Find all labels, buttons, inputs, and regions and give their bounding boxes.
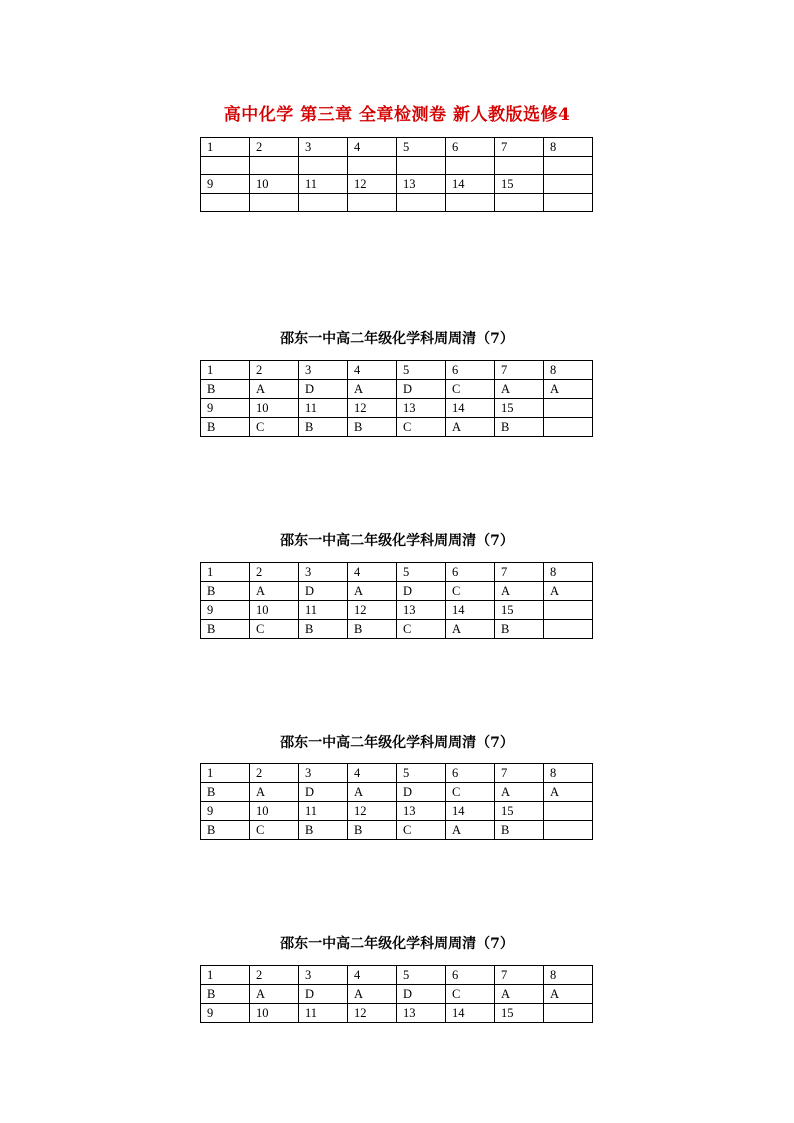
answer-cell [495,194,544,212]
question-number-cell: 6 [446,764,495,783]
question-number-cell: 6 [446,138,495,157]
question-number-cell: 12 [348,1004,397,1023]
question-number-cell: 5 [397,966,446,985]
question-number-cell [544,601,593,620]
answer-cell: B [201,821,250,840]
answer-cell: B [495,418,544,437]
answer-cell: A [348,582,397,601]
question-number-cell: 10 [250,399,299,418]
answer-cell [446,157,495,175]
question-number-cell: 5 [397,361,446,380]
question-number-cell: 5 [397,138,446,157]
answer-cell [250,157,299,175]
question-number-cell: 11 [299,1004,348,1023]
answer-cell: D [397,783,446,802]
question-number-cell: 14 [446,399,495,418]
answer-cell: C [446,380,495,399]
answer-cell: A [446,620,495,639]
question-number-cell: 2 [250,361,299,380]
table-row [201,1004,593,1023]
answer-cell [250,194,299,212]
answer-cell [446,194,495,212]
question-number-cell: 7 [495,563,544,582]
question-number-cell: 9 [201,601,250,620]
question-number-cell: 13 [397,399,446,418]
question-number-cell: 10 [250,1004,299,1023]
question-number-cell: 7 [495,138,544,157]
answer-cell: D [397,380,446,399]
answer-cell: D [397,582,446,601]
table-row [201,194,593,212]
section-title: 邵东一中高二年级化学科周周清（7） [280,735,514,751]
table-row [201,582,593,601]
question-number-cell: 4 [348,764,397,783]
question-number-cell: 15 [495,1004,544,1023]
table-row [201,138,593,157]
question-number-cell: 9 [201,399,250,418]
question-number-cell: 11 [299,175,348,194]
answer-cell: A [250,783,299,802]
answer-cell: A [544,380,593,399]
table-row [201,764,593,783]
document-title: 高中化学 第三章 全章检测卷 新人教版选修4 [223,105,571,125]
question-number-cell: 12 [348,601,397,620]
question-number-cell [544,175,593,194]
table-row [201,821,593,840]
question-number-cell: 9 [201,175,250,194]
question-number-cell: 15 [495,802,544,821]
question-number-cell: 6 [446,361,495,380]
question-number-cell: 3 [299,966,348,985]
question-number-cell: 11 [299,802,348,821]
answer-cell: D [397,985,446,1004]
answer-cell [544,157,593,175]
question-number-cell: 3 [299,764,348,783]
question-number-cell: 9 [201,1004,250,1023]
answer-cell [544,194,593,212]
answer-cell: C [397,418,446,437]
question-number-cell: 8 [544,361,593,380]
question-number-cell: 2 [250,966,299,985]
question-number-cell: 12 [348,399,397,418]
question-number-cell: 7 [495,764,544,783]
question-number-cell: 11 [299,601,348,620]
answer-cell [397,194,446,212]
answer-cell [544,620,593,639]
question-number-cell: 14 [446,175,495,194]
section-title: 邵东一中高二年级化学科周周清（7） [280,331,514,347]
question-number-cell: 15 [495,175,544,194]
answer-cell: A [495,985,544,1004]
question-number-cell: 3 [299,138,348,157]
answer-cell [299,157,348,175]
answer-table [200,137,593,212]
answer-cell [544,821,593,840]
question-number-cell: 7 [495,361,544,380]
answer-cell: B [201,620,250,639]
answer-cell [201,194,250,212]
answer-cell: B [299,821,348,840]
answer-cell: A [495,380,544,399]
answer-cell: A [250,985,299,1004]
answer-cell [397,157,446,175]
answer-cell: B [348,821,397,840]
question-number-cell: 1 [201,138,250,157]
answer-cell: A [544,783,593,802]
question-number-cell: 14 [446,601,495,620]
table-row [201,563,593,582]
table-row [201,783,593,802]
answer-cell: C [250,620,299,639]
question-number-cell: 6 [446,966,495,985]
question-number-cell: 1 [201,563,250,582]
answer-cell: C [250,821,299,840]
question-number-cell: 3 [299,361,348,380]
answer-cell: B [348,418,397,437]
answer-table [200,763,593,840]
question-number-cell: 13 [397,601,446,620]
table-row [201,418,593,437]
answer-cell: D [299,985,348,1004]
answer-cell: A [250,582,299,601]
table-row [201,175,593,194]
answer-cell: D [299,783,348,802]
question-number-cell: 2 [250,138,299,157]
question-number-cell: 1 [201,764,250,783]
question-number-cell: 11 [299,399,348,418]
question-number-cell: 13 [397,1004,446,1023]
answer-cell: B [299,418,348,437]
answer-cell: D [299,380,348,399]
section-title: 邵东一中高二年级化学科周周清（7） [280,533,514,549]
answer-table [200,360,593,437]
question-number-cell: 3 [299,563,348,582]
answer-cell: B [201,783,250,802]
question-number-cell: 4 [348,361,397,380]
question-number-cell: 10 [250,802,299,821]
answer-cell: C [446,582,495,601]
question-number-cell: 6 [446,563,495,582]
answer-table [200,562,593,639]
question-number-cell: 15 [495,399,544,418]
table-row [201,620,593,639]
answer-cell: C [446,783,495,802]
answer-cell: B [495,620,544,639]
question-number-cell: 1 [201,361,250,380]
table-row [201,966,593,985]
question-number-cell: 5 [397,563,446,582]
question-number-cell: 12 [348,175,397,194]
section-title: 邵东一中高二年级化学科周周清（7） [280,936,514,952]
question-number-cell: 15 [495,601,544,620]
question-number-cell: 10 [250,175,299,194]
answer-cell: A [348,985,397,1004]
answer-cell [201,157,250,175]
answer-cell: A [495,582,544,601]
table-row [201,601,593,620]
question-number-cell: 2 [250,563,299,582]
question-number-cell: 12 [348,802,397,821]
table-row [201,802,593,821]
answer-cell: B [299,620,348,639]
answer-cell: B [348,620,397,639]
answer-cell: A [544,582,593,601]
question-number-cell [544,399,593,418]
answer-cell: B [201,380,250,399]
question-number-cell: 2 [250,764,299,783]
answer-cell: B [201,418,250,437]
question-number-cell: 8 [544,764,593,783]
answer-cell: B [201,985,250,1004]
question-number-cell: 9 [201,802,250,821]
answer-cell: C [250,418,299,437]
question-number-cell: 1 [201,966,250,985]
question-number-cell: 14 [446,1004,495,1023]
answer-cell [299,194,348,212]
answer-cell: C [397,620,446,639]
question-number-cell: 8 [544,138,593,157]
table-row [201,985,593,1004]
answer-cell: A [348,380,397,399]
question-number-cell: 14 [446,802,495,821]
question-number-cell: 8 [544,563,593,582]
answer-cell [544,418,593,437]
answer-cell: A [544,985,593,1004]
answer-cell: A [446,821,495,840]
answer-cell: C [397,821,446,840]
answer-cell: C [446,985,495,1004]
question-number-cell: 4 [348,563,397,582]
answer-cell: D [299,582,348,601]
answer-cell: B [495,821,544,840]
table-row [201,399,593,418]
question-number-cell: 13 [397,175,446,194]
question-number-cell: 7 [495,966,544,985]
answer-cell: A [495,783,544,802]
table-row [201,157,593,175]
question-number-cell [544,1004,593,1023]
table-row [201,361,593,380]
answer-cell [495,157,544,175]
answer-table [200,965,593,1023]
answer-cell: B [201,582,250,601]
answer-cell: A [250,380,299,399]
question-number-cell: 13 [397,802,446,821]
question-number-cell [544,802,593,821]
question-number-cell: 4 [348,138,397,157]
answer-cell: A [348,783,397,802]
question-number-cell: 8 [544,966,593,985]
question-number-cell: 5 [397,764,446,783]
answer-cell [348,157,397,175]
question-number-cell: 10 [250,601,299,620]
question-number-cell: 4 [348,966,397,985]
answer-cell: A [446,418,495,437]
table-row [201,380,593,399]
answer-cell [348,194,397,212]
